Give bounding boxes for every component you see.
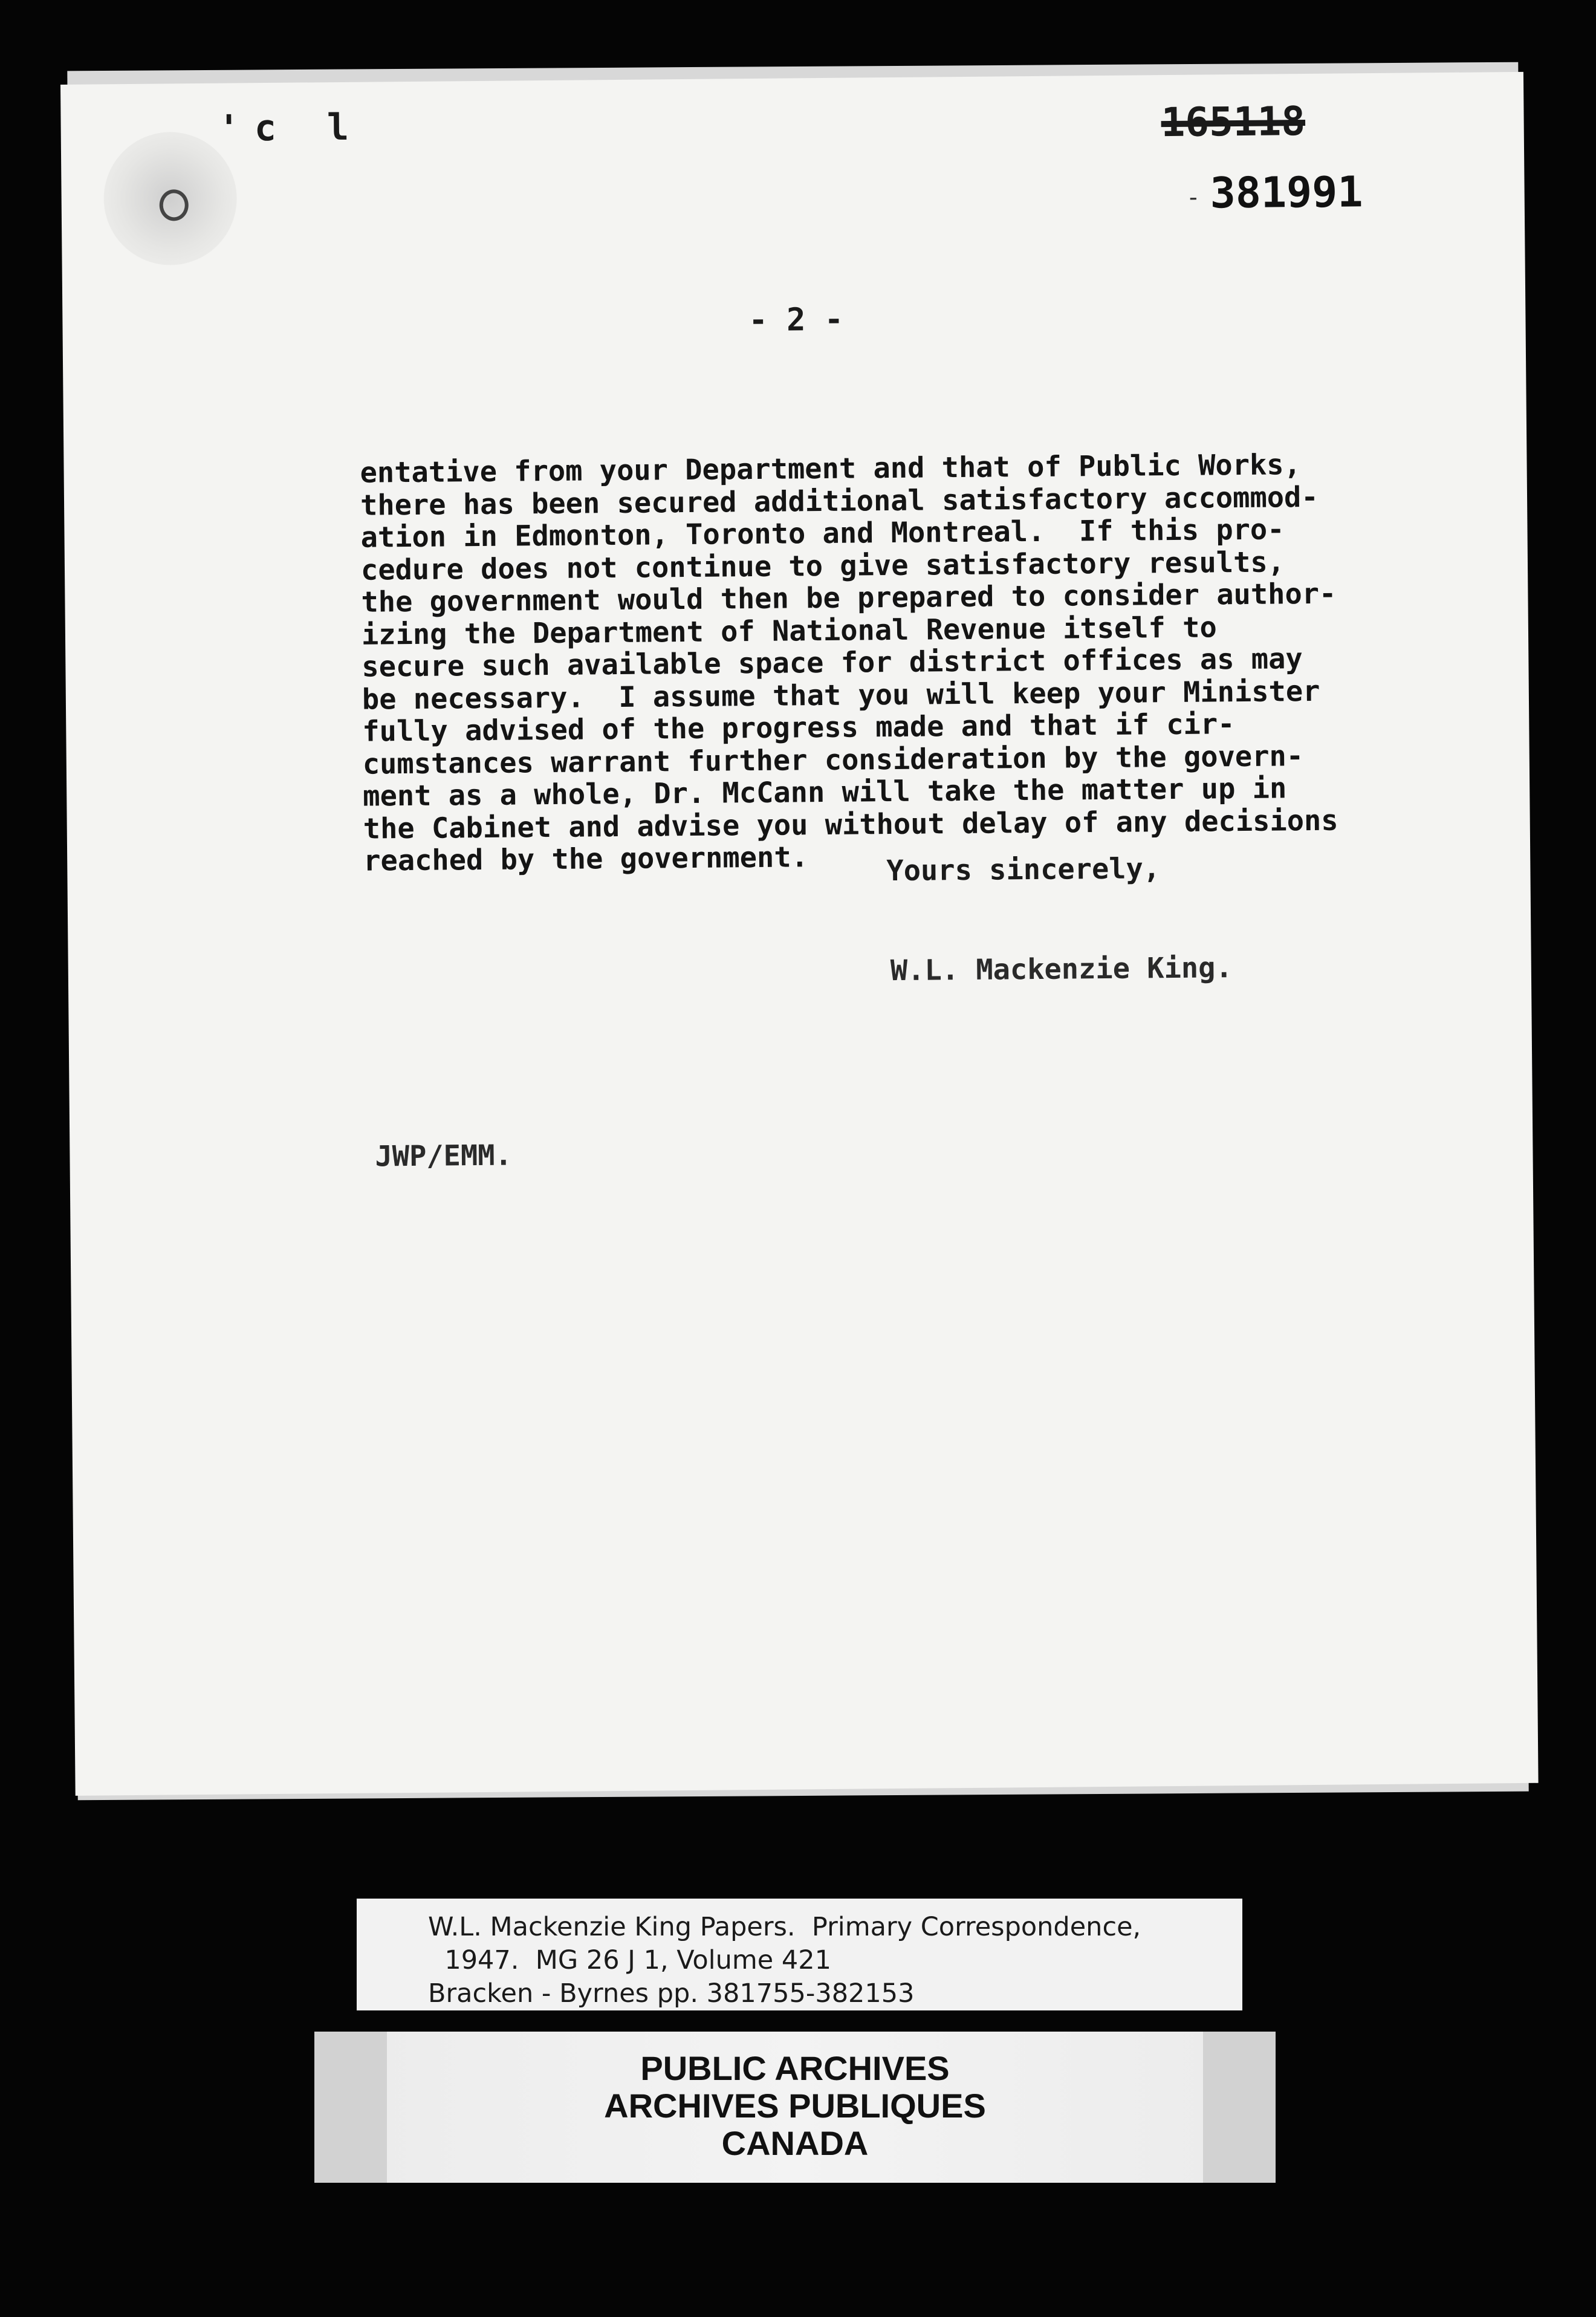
closing: Yours sincerely, — [886, 852, 1161, 888]
archives-label — [314, 2032, 1276, 2183]
body-line: ment as a whole, Dr. McCann will take the matter up in — [363, 772, 1287, 813]
letter-body — [360, 447, 1439, 877]
archives-text — [314, 2050, 1276, 2162]
body-line: ation in Edmonton, Toronto and Montreal. If this pro- — [360, 513, 1285, 554]
body-line: there has been secured additional satisfactory accommod- — [360, 480, 1319, 522]
body-line: cedure does not continue to give satisfactory results, — [360, 545, 1285, 587]
body-line: fully advised of the progress made and that if cir- — [362, 707, 1235, 749]
archives-line: PUBLIC ARCHIVES — [640, 2049, 950, 2087]
citation-text — [428, 1911, 1141, 2010]
page-label: - 2 - — [748, 301, 844, 339]
reference-number: 381991 — [1210, 167, 1363, 218]
letter-page — [60, 72, 1539, 1796]
signature: W.L. Mackenzie King. — [890, 951, 1233, 988]
typist-initials: JWP/EMM. — [375, 1139, 513, 1174]
body-line: the Cabinet and advise you without delay of any decisions — [363, 804, 1338, 846]
corner-marks: 'c l — [218, 106, 364, 150]
citation-line: Bracken - Byrnes pp. 381755-382153 — [428, 1978, 915, 2009]
old-reference-number: 165118 — [1161, 98, 1306, 146]
citation-card — [357, 1899, 1242, 2010]
body-line: cumstances warrant further consideration by the govern- — [362, 739, 1304, 781]
body-line: reached by the government. — [363, 840, 809, 878]
body-line: secure such available space for district offices as may — [362, 642, 1303, 684]
body-line: the government would then be prepared to consider author- — [361, 577, 1337, 619]
body-line: entative from your Department and that of Public Works, — [360, 448, 1302, 490]
citation-line: 1947. MG 26 J 1, Volume 421 — [428, 1945, 831, 1975]
body-line: be necessary. I assume that you will keep your Minister — [362, 674, 1320, 717]
archives-line: ARCHIVES PUBLIQUES — [604, 2087, 986, 2125]
reference-dash: - — [1186, 183, 1201, 212]
punch-hole-mark — [160, 189, 189, 221]
citation-line: W.L. Mackenzie King Papers. Primary Correspondence, — [428, 1912, 1141, 1942]
archives-line: CANADA — [721, 2124, 869, 2162]
body-line: izing the Department of National Revenue itself to — [361, 610, 1217, 652]
